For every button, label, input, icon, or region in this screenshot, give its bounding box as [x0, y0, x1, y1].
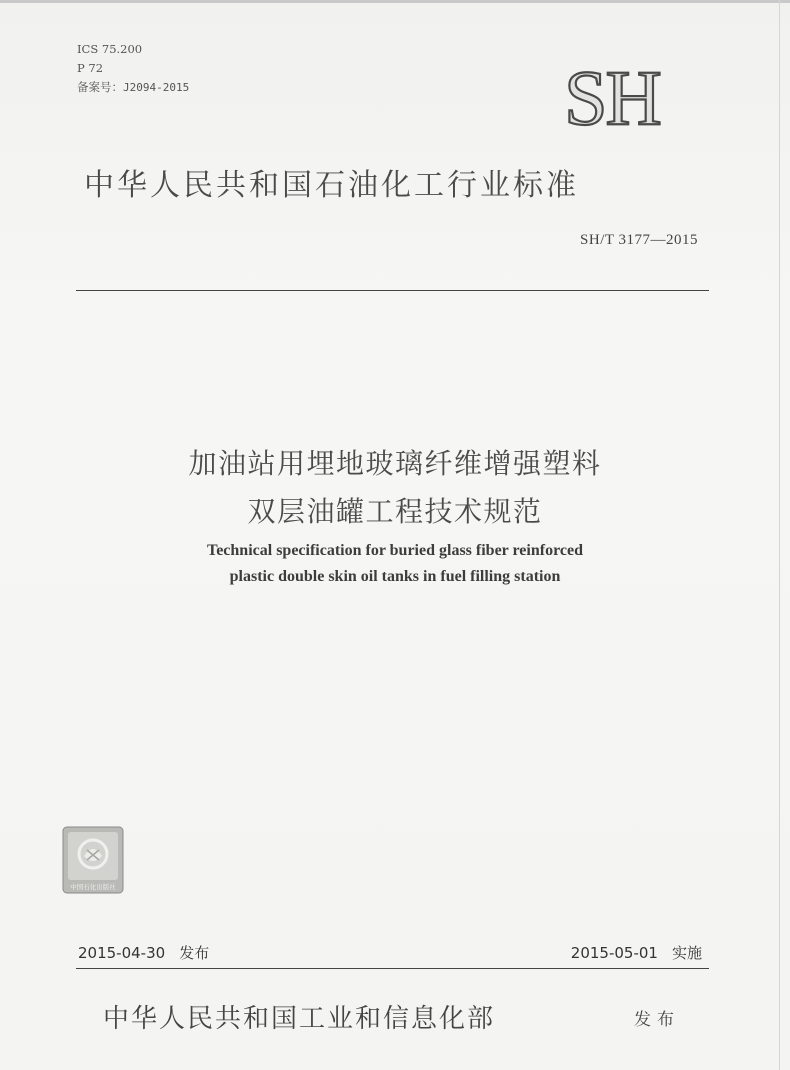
classification-code: P 72	[77, 61, 104, 75]
document-title-cn-line2: 双层油罐工程技术规范	[247, 495, 543, 528]
document-title-en-line2: plastic double skin oil tanks in fuel filling station	[229, 568, 561, 585]
document-title-en-line1: Technical specification for buried glass fiber reinforced	[207, 542, 583, 559]
document-title-cn-line1: 加油站用埋地玻璃纤维增强塑料	[188, 447, 602, 480]
header-rule	[76, 290, 709, 291]
effective-date-block	[571, 942, 702, 963]
standard-category-title: 中华人民共和国石油化工行业标准	[84, 168, 579, 203]
issue-label: 发布	[634, 1010, 680, 1030]
page-top-edge	[0, 0, 790, 3]
publisher-seal-icon	[62, 826, 124, 894]
record-label: 备案号：	[77, 80, 123, 94]
page-right-edge	[779, 0, 780, 1070]
release-label: 发布	[179, 944, 210, 962]
record-number: J2094-2015	[123, 81, 190, 94]
sh-logo	[535, 60, 690, 132]
record-number-line	[77, 78, 189, 97]
issuing-authority: 中华人民共和国工业和信息化部	[103, 1004, 496, 1034]
seal-text: 中国石化出版社	[70, 883, 116, 891]
effective-date: 2015-05-01	[570, 944, 658, 962]
effective-label: 实施	[671, 944, 702, 962]
standard-number: SH/T 3177—2015	[580, 232, 698, 248]
footer-rule	[76, 968, 709, 969]
ics-code: ICS 75.200	[77, 42, 143, 56]
classification-block	[77, 40, 189, 97]
release-date: 2015-04-30	[78, 944, 166, 962]
sh-logo-text: SH	[564, 60, 660, 132]
release-date-block	[78, 942, 209, 963]
